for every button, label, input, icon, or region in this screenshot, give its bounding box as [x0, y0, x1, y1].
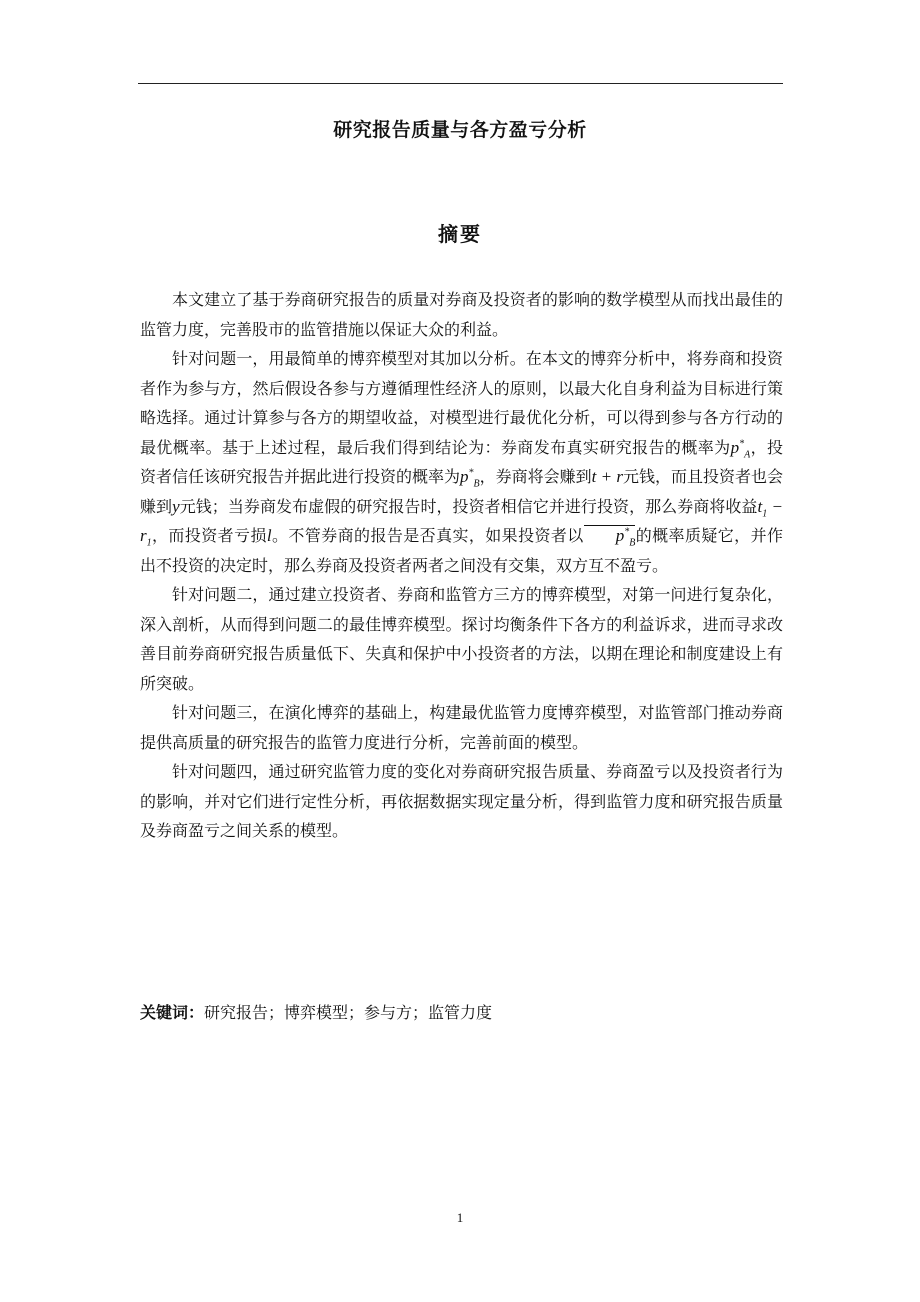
keywords-value: 研究报告；博弈模型；参与方；监管力度	[204, 1003, 493, 1022]
abstract-paragraph-2	[140, 344, 783, 580]
abstract-paragraph-5: 针对问题四，通过研究监管力度的变化对券商研究报告质量、券商盈亏以及投资者行为的影响，并对它们进行定性分析，再依据数据实现定量分析，得到监管力度和研究报告质量及券商盈亏之间关系的模型。	[140, 762, 783, 840]
p2-text-1: 针对问题一，用最简单的博弈模型对其加以分析。在本文的博弈分析中，将券商和投资者作为参与方，然后假设各参与方遵循理性经济人的原则，以最大化自身利益为目标进行策略选择。通过计算参与各方的期望收益，对模型进行最优化分析，可以得到参与各方行动的最优概率。基于上述过程，最后我们得到结论为：券商发布真实研究报告的概率为	[140, 349, 783, 457]
math-y: y	[172, 496, 180, 516]
math-t1-minus-r1: $t_1 - r_1$	[140, 496, 783, 549]
math-p-b-star-bar: $p^*_B$	[584, 525, 636, 545]
abstract-body	[140, 285, 783, 846]
p2-text-6: ，而投资者亏损	[151, 526, 267, 545]
abstract-paragraph-1: 本文建立了基于券商研究报告的质量对券商及投资者的影响的数学模型从而找出最佳的监管力度，完善股市的监管措施以保证大众的利益。	[140, 290, 783, 339]
math-t-plus-r: t + r	[591, 467, 623, 486]
abstract-paragraph-4: 针对问题三，在演化博弈的基础上，构建最优监管力度博弈模型，对监管部门推动券商提供高质量的研究报告的监管力度进行分析，完善前面的模型。	[140, 703, 783, 752]
math-p-b-star: $p^*_B$	[460, 467, 480, 490]
p2-text-3: ，券商将会赚到	[479, 467, 592, 486]
p2-text-4: 元钱，而且投资者也会赚到	[140, 467, 783, 516]
page-number: 1	[456, 1210, 464, 1225]
p2-text-7: 。不管券商的报告是否真实，如果投资者以	[271, 526, 584, 545]
p2-text-2: ，投资者信任该研究报告并据此进行投资的概率为	[140, 437, 783, 486]
p2-text-8: 的概率质疑它，并作出不投资的决定时，那么券商及投资者两者之间没有交集，双方互不盈亏。	[140, 526, 783, 575]
abstract-paragraph-3: 针对问题二，通过建立投资者、券商和监管方三方的博弈模型，对第一问进行复杂化，深入剖析，从而得到问题二的最佳博弈模型。探讨均衡条件下各方的利益诉求，进而寻求改善目前券商研究报告质量低下、失真和保护中小投资者的方法，以期在理论和制度建设上有所突破。	[140, 585, 783, 693]
abstract-heading: 摘要	[438, 222, 482, 246]
keywords-line	[140, 1002, 492, 1024]
math-p-a-star: $p^*_A$	[730, 437, 751, 460]
p2-text-5: 元钱；当券商发布虚假的研究报告时，投资者相信它并进行投资，那么券商将收益	[179, 496, 758, 516]
math-l: l	[266, 526, 272, 545]
paper-title: 研究报告质量与各方盈亏分析	[333, 119, 587, 141]
header-rule	[138, 83, 783, 84]
keywords-label: 关键词：	[140, 1003, 205, 1022]
